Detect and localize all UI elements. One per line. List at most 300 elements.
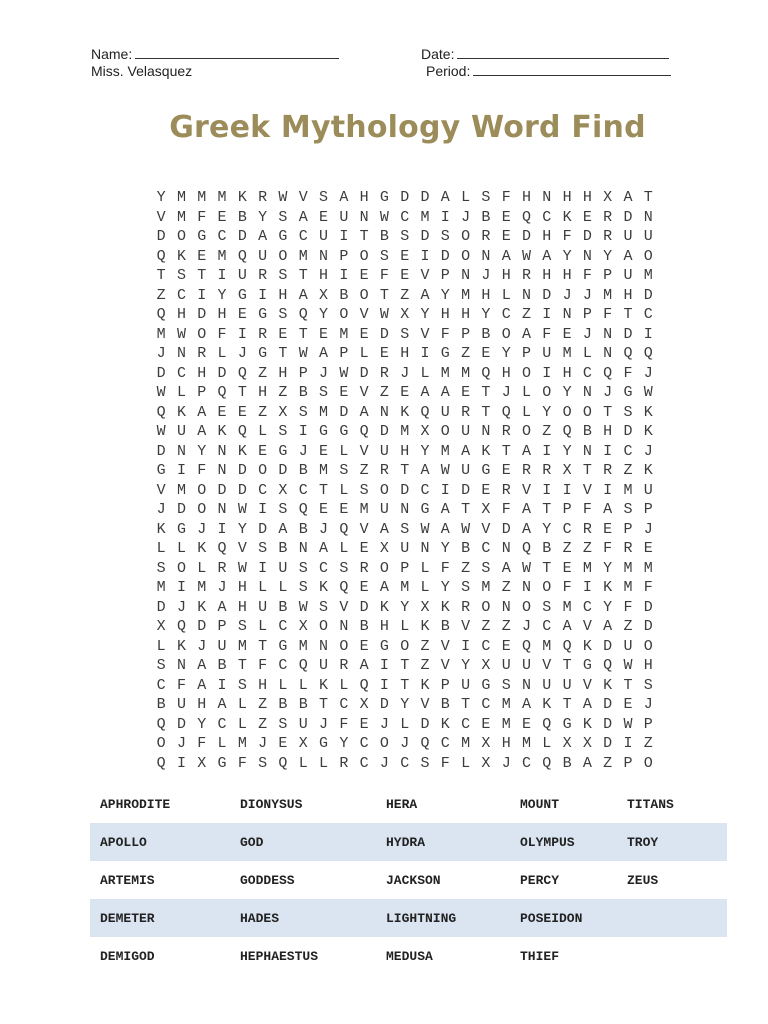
grid-letter[interactable]: M	[461, 735, 471, 752]
grid-letter[interactable]: I	[176, 462, 186, 479]
grid-letter[interactable]: B	[481, 325, 491, 343]
grid-letter[interactable]: O	[521, 598, 531, 616]
grid-letter[interactable]: M	[176, 208, 186, 226]
grid-letter[interactable]: H	[258, 676, 268, 694]
grid-letter[interactable]: N	[176, 442, 186, 460]
grid-letter[interactable]: Q	[643, 345, 653, 362]
grid-letter[interactable]: D	[643, 598, 653, 616]
grid-letter[interactable]: Q	[359, 423, 369, 440]
grid-letter[interactable]: A	[298, 208, 308, 226]
grid-letter[interactable]: J	[521, 618, 531, 635]
grid-letter[interactable]: I	[379, 657, 389, 674]
grid-letter[interactable]: I	[562, 481, 572, 499]
grid-letter[interactable]: Q	[339, 579, 349, 596]
grid-letter[interactable]: K	[542, 696, 552, 713]
grid-letter[interactable]: E	[400, 267, 410, 284]
grid-letter[interactable]: L	[197, 559, 207, 577]
grid-letter[interactable]: G	[481, 462, 491, 479]
grid-letter[interactable]: E	[359, 325, 369, 343]
grid-letter[interactable]: X	[400, 306, 410, 323]
grid-letter[interactable]: H	[176, 306, 186, 323]
grid-letter[interactable]: D	[643, 286, 653, 304]
grid-letter[interactable]: I	[440, 208, 450, 226]
grid-letter[interactable]: W	[521, 247, 531, 265]
grid-letter[interactable]: C	[420, 481, 430, 499]
grid-letter[interactable]: F	[623, 598, 633, 616]
grid-letter[interactable]: A	[623, 247, 633, 265]
grid-letter[interactable]: S	[278, 423, 288, 440]
grid-letter[interactable]: V	[481, 520, 491, 538]
grid-letter[interactable]: N	[542, 189, 552, 206]
grid-letter[interactable]: R	[501, 481, 511, 499]
grid-letter[interactable]: J	[156, 345, 166, 362]
grid-letter[interactable]: Q	[278, 754, 288, 772]
grid-letter[interactable]: S	[542, 598, 552, 616]
grid-letter[interactable]: W	[379, 306, 389, 323]
grid-letter[interactable]: D	[603, 696, 613, 713]
grid-letter[interactable]: R	[521, 267, 531, 284]
grid-letter[interactable]: U	[176, 423, 186, 440]
grid-letter[interactable]: I	[237, 325, 247, 343]
grid-letter[interactable]: V	[359, 306, 369, 323]
grid-letter[interactable]: I	[197, 286, 207, 304]
grid-letter[interactable]: V	[440, 637, 450, 655]
grid-letter[interactable]: Z	[481, 618, 491, 635]
grid-letter[interactable]: Q	[176, 618, 186, 635]
grid-letter[interactable]: R	[603, 208, 613, 226]
grid-letter[interactable]: W	[339, 364, 349, 382]
grid-letter[interactable]: P	[440, 676, 450, 694]
grid-letter[interactable]: G	[481, 676, 491, 694]
grid-letter[interactable]: C	[481, 637, 491, 655]
grid-letter[interactable]: L	[420, 579, 430, 596]
grid-letter[interactable]: F	[603, 306, 613, 323]
grid-letter[interactable]: K	[237, 189, 247, 206]
grid-letter[interactable]: N	[319, 247, 329, 265]
grid-letter[interactable]: I	[298, 423, 308, 440]
grid-letter[interactable]: C	[582, 364, 592, 382]
grid-letter[interactable]: B	[156, 696, 166, 713]
grid-letter[interactable]: H	[278, 364, 288, 382]
grid-letter[interactable]: R	[582, 520, 592, 538]
grid-letter[interactable]: S	[359, 481, 369, 499]
grid-letter[interactable]: A	[521, 325, 531, 343]
grid-letter[interactable]: V	[461, 618, 471, 635]
grid-letter[interactable]: G	[623, 384, 633, 401]
grid-letter[interactable]: G	[278, 228, 288, 245]
grid-letter[interactable]: E	[319, 325, 329, 343]
grid-letter[interactable]: D	[359, 598, 369, 616]
grid-letter[interactable]: E	[481, 715, 491, 733]
grid-letter[interactable]: R	[258, 267, 268, 284]
grid-letter[interactable]: D	[237, 481, 247, 499]
grid-letter[interactable]: K	[197, 540, 207, 557]
grid-letter[interactable]: D	[379, 325, 389, 343]
grid-letter[interactable]: A	[197, 423, 207, 440]
grid-letter[interactable]: X	[481, 657, 491, 674]
grid-letter[interactable]: J	[176, 598, 186, 616]
grid-letter[interactable]: T	[278, 345, 288, 362]
grid-letter[interactable]: M	[176, 481, 186, 499]
grid-letter[interactable]: I	[339, 267, 349, 284]
grid-letter[interactable]: Y	[562, 247, 572, 265]
grid-letter[interactable]: B	[298, 384, 308, 401]
grid-letter[interactable]: X	[278, 403, 288, 421]
grid-letter[interactable]: B	[461, 540, 471, 557]
grid-letter[interactable]: K	[582, 637, 592, 655]
grid-letter[interactable]: Q	[156, 247, 166, 265]
grid-letter[interactable]: A	[278, 520, 288, 538]
grid-letter[interactable]: Q	[298, 657, 308, 674]
grid-letter[interactable]: I	[258, 286, 268, 304]
grid-letter[interactable]: F	[176, 676, 186, 694]
grid-letter[interactable]: Z	[603, 754, 613, 772]
grid-letter[interactable]: D	[359, 364, 369, 382]
grid-letter[interactable]: H	[440, 306, 450, 323]
grid-letter[interactable]: O	[359, 247, 369, 265]
grid-letter[interactable]: Y	[481, 306, 491, 323]
grid-letter[interactable]: W	[440, 462, 450, 479]
grid-letter[interactable]: V	[521, 481, 531, 499]
grid-letter[interactable]: J	[258, 735, 268, 752]
grid-letter[interactable]: X	[156, 618, 166, 635]
grid-letter[interactable]: G	[237, 286, 247, 304]
grid-letter[interactable]: O	[400, 637, 410, 655]
grid-letter[interactable]: E	[461, 384, 471, 401]
grid-letter[interactable]: F	[440, 754, 450, 772]
grid-letter[interactable]: N	[582, 442, 592, 460]
grid-letter[interactable]: D	[278, 462, 288, 479]
grid-letter[interactable]: N	[176, 345, 186, 362]
grid-letter[interactable]: D	[176, 715, 186, 733]
grid-letter[interactable]: V	[156, 208, 166, 226]
grid-letter[interactable]: G	[197, 228, 207, 245]
grid-letter[interactable]: Y	[440, 286, 450, 304]
grid-letter[interactable]: S	[339, 559, 349, 577]
grid-letter[interactable]: C	[176, 286, 186, 304]
grid-letter[interactable]: J	[501, 754, 511, 772]
grid-letter[interactable]: J	[643, 520, 653, 538]
grid-letter[interactable]: L	[217, 345, 227, 362]
grid-letter[interactable]: H	[623, 286, 633, 304]
grid-letter[interactable]: T	[197, 267, 207, 284]
grid-letter[interactable]: Z	[278, 384, 288, 401]
grid-letter[interactable]: F	[582, 501, 592, 518]
grid-letter[interactable]: C	[643, 306, 653, 323]
grid-letter[interactable]: G	[217, 754, 227, 772]
grid-letter[interactable]: J	[298, 442, 308, 460]
grid-letter[interactable]: E	[359, 540, 369, 557]
grid-letter[interactable]: S	[298, 403, 308, 421]
grid-letter[interactable]: L	[258, 423, 268, 440]
grid-letter[interactable]: Q	[623, 345, 633, 362]
grid-letter[interactable]: Q	[562, 423, 572, 440]
grid-letter[interactable]: D	[379, 696, 389, 713]
grid-letter[interactable]: Y	[237, 520, 247, 538]
grid-letter[interactable]: Z	[258, 403, 268, 421]
grid-letter[interactable]: D	[542, 286, 552, 304]
grid-letter[interactable]: Q	[501, 403, 511, 421]
grid-letter[interactable]: J	[643, 696, 653, 713]
grid-letter[interactable]: W	[156, 384, 166, 401]
grid-letter[interactable]: D	[582, 228, 592, 245]
grid-letter[interactable]: L	[176, 540, 186, 557]
grid-letter[interactable]: D	[603, 735, 613, 752]
grid-letter[interactable]: Z	[420, 657, 430, 674]
grid-letter[interactable]: O	[461, 228, 471, 245]
grid-letter[interactable]: Y	[420, 306, 430, 323]
grid-letter[interactable]: F	[562, 579, 572, 596]
grid-letter[interactable]: F	[197, 462, 207, 479]
grid-letter[interactable]: F	[603, 540, 613, 557]
grid-letter[interactable]: Z	[501, 579, 511, 596]
grid-letter[interactable]: A	[440, 189, 450, 206]
grid-letter[interactable]: R	[481, 228, 491, 245]
grid-letter[interactable]: A	[319, 540, 329, 557]
grid-letter[interactable]: L	[339, 540, 349, 557]
grid-letter[interactable]: X	[481, 501, 491, 518]
grid-letter[interactable]: Q	[420, 403, 430, 421]
grid-letter[interactable]: A	[359, 657, 369, 674]
grid-letter[interactable]: D	[156, 364, 166, 382]
grid-letter[interactable]: B	[278, 598, 288, 616]
grid-letter[interactable]: Q	[420, 735, 430, 752]
grid-letter[interactable]: J	[643, 442, 653, 460]
grid-letter[interactable]: Q	[542, 754, 552, 772]
grid-letter[interactable]: D	[623, 325, 633, 343]
grid-letter[interactable]: U	[542, 345, 552, 362]
grid-letter[interactable]: T	[400, 657, 410, 674]
grid-letter[interactable]: L	[217, 735, 227, 752]
grid-letter[interactable]: J	[176, 735, 186, 752]
grid-letter[interactable]: L	[400, 618, 410, 635]
grid-letter[interactable]: Y	[542, 520, 552, 538]
grid-letter[interactable]: S	[623, 501, 633, 518]
grid-letter[interactable]: Y	[562, 442, 572, 460]
grid-letter[interactable]: I	[582, 579, 592, 596]
grid-letter[interactable]: Y	[603, 559, 613, 577]
grid-letter[interactable]: Y	[542, 403, 552, 421]
grid-letter[interactable]: T	[603, 403, 613, 421]
grid-letter[interactable]: M	[582, 559, 592, 577]
grid-letter[interactable]: O	[197, 325, 207, 343]
grid-letter[interactable]: T	[359, 228, 369, 245]
grid-letter[interactable]: N	[420, 540, 430, 557]
grid-letter[interactable]: F	[643, 579, 653, 596]
grid-letter[interactable]: E	[582, 208, 592, 226]
grid-letter[interactable]: Q	[217, 384, 227, 401]
grid-letter[interactable]: L	[521, 384, 531, 401]
grid-letter[interactable]: D	[217, 364, 227, 382]
grid-letter[interactable]: D	[156, 442, 166, 460]
grid-letter[interactable]: Y	[603, 247, 613, 265]
grid-letter[interactable]: L	[237, 715, 247, 733]
grid-letter[interactable]: F	[542, 325, 552, 343]
grid-letter[interactable]: Z	[461, 345, 471, 362]
grid-letter[interactable]: C	[481, 696, 491, 713]
grid-letter[interactable]: U	[501, 657, 511, 674]
grid-letter[interactable]: K	[420, 618, 430, 635]
grid-letter[interactable]: B	[298, 462, 308, 479]
grid-letter[interactable]: A	[521, 520, 531, 538]
grid-letter[interactable]: D	[420, 189, 430, 206]
grid-letter[interactable]: Q	[521, 208, 531, 226]
grid-letter[interactable]: S	[278, 208, 288, 226]
grid-letter[interactable]: S	[176, 267, 186, 284]
grid-letter[interactable]: C	[217, 228, 227, 245]
grid-letter[interactable]: J	[400, 364, 410, 382]
grid-letter[interactable]: A	[501, 559, 511, 577]
grid-letter[interactable]: H	[501, 267, 511, 284]
grid-letter[interactable]: S	[319, 598, 329, 616]
grid-letter[interactable]: R	[461, 403, 471, 421]
grid-letter[interactable]: R	[461, 598, 471, 616]
grid-letter[interactable]: T	[481, 403, 491, 421]
grid-letter[interactable]: N	[379, 403, 389, 421]
grid-letter[interactable]: M	[643, 267, 653, 284]
grid-letter[interactable]: Q	[521, 637, 531, 655]
grid-letter[interactable]: R	[501, 423, 511, 440]
grid-letter[interactable]: I	[217, 676, 227, 694]
grid-letter[interactable]: U	[623, 637, 633, 655]
grid-letter[interactable]: W	[379, 208, 389, 226]
grid-letter[interactable]: A	[197, 403, 207, 421]
grid-letter[interactable]: S	[481, 189, 491, 206]
grid-letter[interactable]: Y	[156, 189, 166, 206]
grid-letter[interactable]: D	[176, 501, 186, 518]
grid-letter[interactable]: W	[420, 520, 430, 538]
grid-letter[interactable]: C	[623, 442, 633, 460]
grid-letter[interactable]: Q	[237, 423, 247, 440]
grid-letter[interactable]: O	[197, 481, 207, 499]
grid-letter[interactable]: L	[400, 715, 410, 733]
grid-letter[interactable]: T	[156, 267, 166, 284]
grid-letter[interactable]: K	[237, 442, 247, 460]
grid-letter[interactable]: O	[521, 364, 531, 382]
grid-letter[interactable]: U	[379, 501, 389, 518]
period-blank-line[interactable]	[473, 63, 671, 76]
grid-letter[interactable]: S	[379, 247, 389, 265]
grid-letter[interactable]: D	[379, 423, 389, 440]
grid-letter[interactable]: L	[501, 286, 511, 304]
grid-letter[interactable]: C	[298, 481, 308, 499]
grid-letter[interactable]: R	[623, 540, 633, 557]
grid-letter[interactable]: Y	[258, 208, 268, 226]
grid-letter[interactable]: I	[217, 267, 227, 284]
grid-letter[interactable]: C	[542, 618, 552, 635]
grid-letter[interactable]: Q	[156, 403, 166, 421]
grid-letter[interactable]: G	[582, 657, 592, 674]
grid-letter[interactable]: M	[623, 559, 633, 577]
grid-letter[interactable]: M	[643, 559, 653, 577]
grid-letter[interactable]: X	[420, 423, 430, 440]
grid-letter[interactable]: H	[643, 657, 653, 674]
grid-letter[interactable]: R	[258, 325, 268, 343]
grid-letter[interactable]: E	[643, 540, 653, 557]
grid-letter[interactable]: Z	[156, 286, 166, 304]
grid-letter[interactable]: X	[562, 735, 572, 752]
grid-letter[interactable]: R	[603, 228, 613, 245]
grid-letter[interactable]: E	[501, 208, 511, 226]
grid-letter[interactable]: O	[339, 306, 349, 323]
grid-letter[interactable]: D	[461, 481, 471, 499]
grid-letter[interactable]: T	[562, 696, 572, 713]
grid-letter[interactable]: M	[339, 325, 349, 343]
grid-letter[interactable]: V	[237, 540, 247, 557]
grid-letter[interactable]: Y	[217, 286, 227, 304]
grid-letter[interactable]: L	[258, 618, 268, 635]
grid-letter[interactable]: H	[562, 364, 572, 382]
grid-letter[interactable]: H	[521, 189, 531, 206]
grid-letter[interactable]: F	[379, 267, 389, 284]
grid-letter[interactable]: L	[339, 676, 349, 694]
grid-letter[interactable]: I	[542, 364, 552, 382]
grid-letter[interactable]: Y	[420, 442, 430, 460]
grid-letter[interactable]: I	[542, 306, 552, 323]
grid-letter[interactable]: M	[603, 286, 613, 304]
grid-letter[interactable]: Q	[339, 520, 349, 538]
grid-letter[interactable]: T	[258, 637, 268, 655]
grid-letter[interactable]: Z	[623, 618, 633, 635]
grid-letter[interactable]: M	[400, 579, 410, 596]
grid-letter[interactable]: U	[176, 696, 186, 713]
grid-letter[interactable]: H	[481, 286, 491, 304]
grid-letter[interactable]: M	[501, 696, 511, 713]
grid-letter[interactable]: S	[623, 403, 633, 421]
grid-letter[interactable]: O	[542, 579, 552, 596]
grid-letter[interactable]: H	[542, 228, 552, 245]
grid-letter[interactable]: T	[400, 462, 410, 479]
grid-letter[interactable]: A	[461, 442, 471, 460]
grid-letter[interactable]: Z	[359, 462, 369, 479]
grid-letter[interactable]: A	[359, 403, 369, 421]
grid-letter[interactable]: U	[258, 247, 268, 265]
grid-letter[interactable]: T	[237, 384, 247, 401]
grid-letter[interactable]: N	[562, 306, 572, 323]
grid-letter[interactable]: A	[521, 696, 531, 713]
grid-letter[interactable]: U	[217, 637, 227, 655]
grid-letter[interactable]: H	[400, 345, 410, 362]
grid-letter[interactable]: C	[156, 676, 166, 694]
grid-letter[interactable]: M	[197, 579, 207, 596]
grid-letter[interactable]: P	[197, 384, 207, 401]
grid-letter[interactable]: S	[278, 267, 288, 284]
date-blank-line[interactable]	[457, 46, 669, 59]
grid-letter[interactable]: T	[481, 384, 491, 401]
grid-letter[interactable]: J	[379, 754, 389, 772]
grid-letter[interactable]: E	[359, 267, 369, 284]
grid-letter[interactable]: V	[359, 384, 369, 401]
grid-letter[interactable]: N	[521, 286, 531, 304]
grid-letter[interactable]: H	[562, 267, 572, 284]
grid-letter[interactable]: B	[359, 618, 369, 635]
grid-letter[interactable]: Y	[197, 715, 207, 733]
grid-letter[interactable]: D	[623, 423, 633, 440]
grid-letter[interactable]: R	[521, 462, 531, 479]
grid-letter[interactable]: N	[176, 657, 186, 674]
grid-letter[interactable]: O	[339, 637, 349, 655]
grid-letter[interactable]: K	[603, 579, 613, 596]
grid-letter[interactable]: C	[562, 520, 572, 538]
grid-letter[interactable]: G	[258, 306, 268, 323]
grid-letter[interactable]: U	[461, 676, 471, 694]
grid-letter[interactable]: I	[542, 481, 552, 499]
grid-letter[interactable]: Z	[461, 559, 471, 577]
grid-letter[interactable]: H	[237, 579, 247, 596]
grid-letter[interactable]: I	[461, 637, 471, 655]
grid-letter[interactable]: A	[197, 657, 207, 674]
grid-letter[interactable]: U	[521, 657, 531, 674]
